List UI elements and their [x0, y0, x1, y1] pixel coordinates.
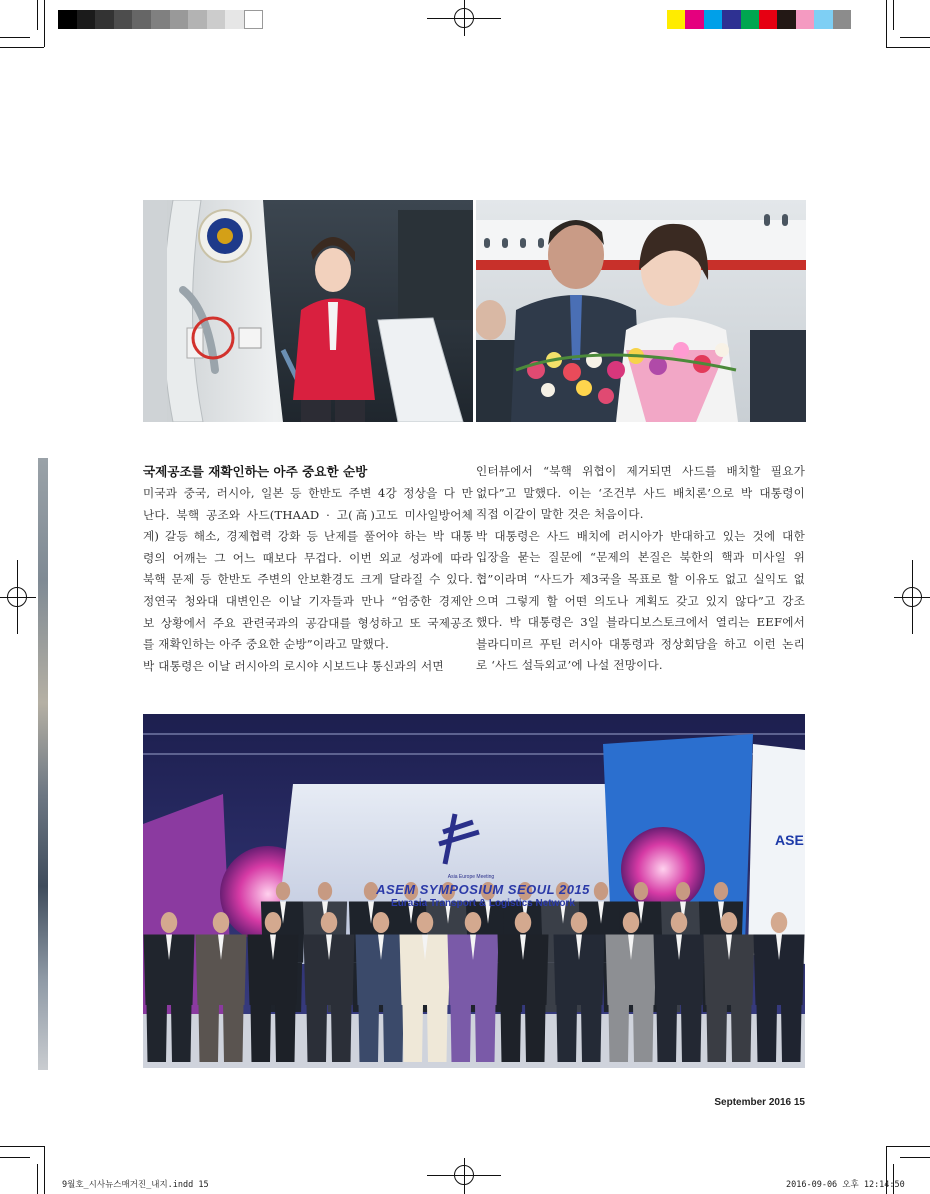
article-line: 했다. 박 대통령은 3일 블라디보스토크에서 열리는 EEF에서: [476, 615, 805, 630]
color-swatch: [814, 10, 832, 29]
article-line: 북핵 문제 등 한반도 주변의 안보환경도 크게 달라질 수 있다.: [143, 572, 473, 587]
article-line: 령의 어깨는 그 어느 때보다 무겁다. 이번 외교 성과에 따라: [143, 550, 473, 565]
article-left-column: [143, 483, 473, 677]
gray-swatch: [114, 10, 133, 29]
adjacent-page-bleed: [38, 458, 48, 1070]
gray-swatch: [244, 10, 263, 29]
article-line: 협”이라며 “사드가 제3국을 목표로 할 이유도 없고 실익도 없: [476, 571, 805, 586]
gray-swatch: [77, 10, 96, 29]
article-line: 미국과 중국, 러시아, 일본 등 한반도 주변 4강 정상을 다 만: [143, 486, 473, 500]
article-right-column: [476, 461, 805, 677]
photo-asem-symposium-group: [143, 714, 805, 1068]
gray-swatch: [225, 10, 244, 29]
color-swatch: [777, 10, 795, 29]
article-heading: 국제공조를 재확인하는 아주 중요한 순방: [143, 464, 368, 479]
color-swatch: [741, 10, 759, 29]
article-line: 난다. 북핵 공조와 사드(THAAD · 고(高)고도 미사일방어체: [143, 507, 473, 522]
article-line: 박 대통령은 사드 배치에 러시아가 반대하고 있는 것에 대한: [476, 528, 805, 543]
page-folio: September 2016 15: [714, 1097, 805, 1108]
side-banner-text: ASE: [775, 832, 804, 848]
article-line: 으며 그렇게 할 어떤 의도나 계획도 갖고 있지 않다”고 강조: [476, 593, 805, 608]
color-swatch: [759, 10, 777, 29]
article-line: 계) 갈등 해소, 경제협력 강화 등 난제를 풀어야 하는 박 대통: [143, 529, 473, 544]
article-line: 블라디미르 푸틴 러시아 대통령과 정상회담을 하고 이런 논리: [476, 636, 805, 651]
article-line: 인터뷰에서 “북핵 위협이 제거되면 사드를 배치할 필요가: [476, 464, 805, 478]
article-line: 로 ‘사드 설득외교’에 나설 전망이다.: [476, 658, 663, 673]
gray-swatch: [132, 10, 151, 29]
slug-timestamp: 2016-09-06 오후 12:14:50: [786, 1180, 905, 1190]
gray-swatch: [95, 10, 114, 29]
gray-swatch: [151, 10, 170, 29]
article-line: 입장을 묻는 질문에 “문제의 본질은 북한의 핵과 미사일 위: [476, 550, 805, 565]
color-swatch: [685, 10, 703, 29]
color-swatch: [722, 10, 740, 29]
gray-swatch: [207, 10, 226, 29]
gray-swatch: [58, 10, 77, 29]
article-line: 직접 이같이 말한 것은 처음이다.: [476, 507, 644, 522]
asem-banner-subtitle: Eurasia Transport & Logistics Network: [391, 898, 575, 909]
photo-bouquet-greeting: [476, 200, 806, 422]
gray-swatch: [188, 10, 207, 29]
article-line: 보 상황에서 주요 관련국과의 공감대를 형성하고 또 국제공조: [143, 615, 473, 630]
slug-filename: 9월호_시사뉴스매거진_내지.indd 15: [62, 1180, 209, 1190]
color-swatch: [796, 10, 814, 29]
article-line: 박 대통령은 이날 러시아의 로시야 시보드냐 통신과의 서면: [143, 658, 444, 673]
photo-airplane-door: [143, 200, 473, 422]
color-swatch: [667, 10, 685, 29]
article-line: 정연국 청와대 대변인은 이날 기자들과 만나 “엄중한 경제안: [143, 593, 473, 608]
color-swatch: [704, 10, 722, 29]
article-line: 를 재확인하는 아주 중요한 순방”이라고 말했다.: [143, 637, 390, 652]
article-line: 없다”고 말했다. 이는 ‘조건부 사드 배치론’으로 박 대통령이: [476, 485, 805, 500]
gray-swatch: [170, 10, 189, 29]
asem-banner-title: ASEM SYMPOSIUM SEOUL 2015: [376, 882, 590, 897]
asem-logo-caption: Asia Europe Meeting: [447, 874, 495, 880]
color-swatch: [833, 10, 851, 29]
